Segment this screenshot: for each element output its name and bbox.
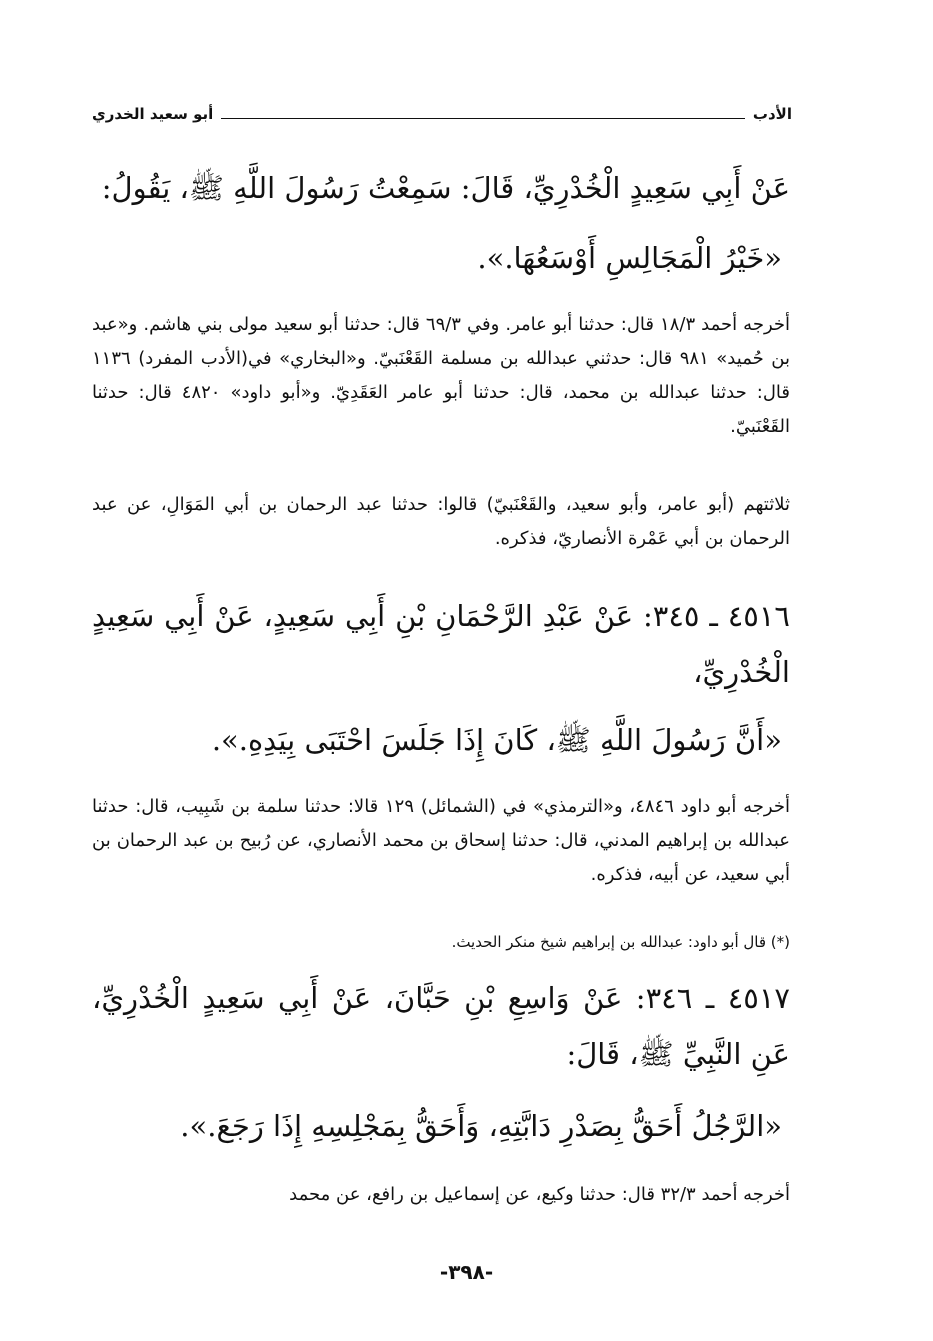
takhrij-1: أخرجه أحمد ١٨/٣ قال: حدثنا أبو عامر. وفي ٦٩/٣ قال: حدثنا أبو سعيد مولى بني هاشم. و«عبد بن حُميد» ٩٨١ قال: حدثني عبدالله بن مسلمة القَعْنَبيّ. و«البخاري» في(الأدب المفرد) ١١٣٦ قال: حدثنا عبدالله بن محمد، قال: حدثنا أبو عامر العَقَدِيّ. و«أبو داود» ٤٨٢٠ قال: حدثنا القَعْنَبيّ. — [92, 314, 791, 437]
hadith-1-isnad: عَنْ أَبِي سَعِيدٍ الْخُدْرِيِّ، قَالَ: سَمِعْتُ رَسُولَ اللَّهِ ﷺ، يَقُولُ: — [101, 171, 790, 205]
hadith-3-isnad: ٤٥١٧ ـ ٣٤٦: عَنْ وَاسِعِ بْنِ حَبَّانَ، عَنْ أَبِي سَعِيدٍ الْخُدْرِيِّ، عَنِ النَّبِيِّ ﷺ، قَالَ: — [92, 981, 790, 1071]
takhrij-2: ثلاثتهم (أبو عامر، وأبو سعيد، والقَعْنَبيّ) قالوا: حدثنا عبد الرحمان بن أبي المَوَالِ، عن عبد الرحمان بن أبي عَمْرة الأنصاريّ، فذكره. — [92, 494, 790, 549]
running-header — [92, 102, 792, 126]
header-rule — [221, 118, 745, 119]
header-companion-name: أبو سعيد الخدري — [92, 105, 214, 123]
hadith-1-matn: «خَيْرُ الْمَجَالِسِ أَوْسَعُهَا.». — [477, 241, 782, 275]
takhrij-3: أخرجه أبو داود ٤٨٤٦، و«الترمذي» في (الشمائل) ١٢٩ قالا: حدثنا سلمة بن شَبِيب، قال: حدثنا عبدالله بن إبراهيم المدني، قال: حدثنا إسحاق بن محمد الأنصاري، عن رُبيح بن عبد الرحمان بن أبي سعيد، عن أبيه، فذكره. — [92, 796, 790, 885]
takhrij-4: أخرجه أحمد ٣٢/٣ قال: حدثنا وكيع، عن إسماعيل بن رافع، عن محمد — [289, 1184, 790, 1205]
page-number: -٣٩٨- — [439, 1260, 494, 1284]
hadith-2-isnad: ٤٥١٦ ـ ٣٤٥: عَنْ عَبْدِ الرَّحْمَانِ بْنِ أَبِي سَعِيدٍ، عَنْ أَبِي سَعِيدٍ الْخُدْرِيِّ، — [92, 599, 790, 689]
hadith-2-matn: «أَنَّ رَسُولَ اللَّهِ ﷺ، كَانَ إِذَا جَلَسَ احْتَبَى بِيَدِهِ.». — [211, 723, 782, 757]
footnote: (*) قال أبو داود: عبدالله بن إبراهيم شيخ منكر الحديث. — [451, 933, 790, 951]
header-chapter-title: الأدب — [752, 105, 792, 123]
hadith-3-matn: «الرَّجُلُ أَحَقُّ بِصَدْرِ دَابَّتِهِ، وَأَحَقُّ بِمَجْلِسِهِ إِذَا رَجَعَ.». — [180, 1109, 782, 1143]
